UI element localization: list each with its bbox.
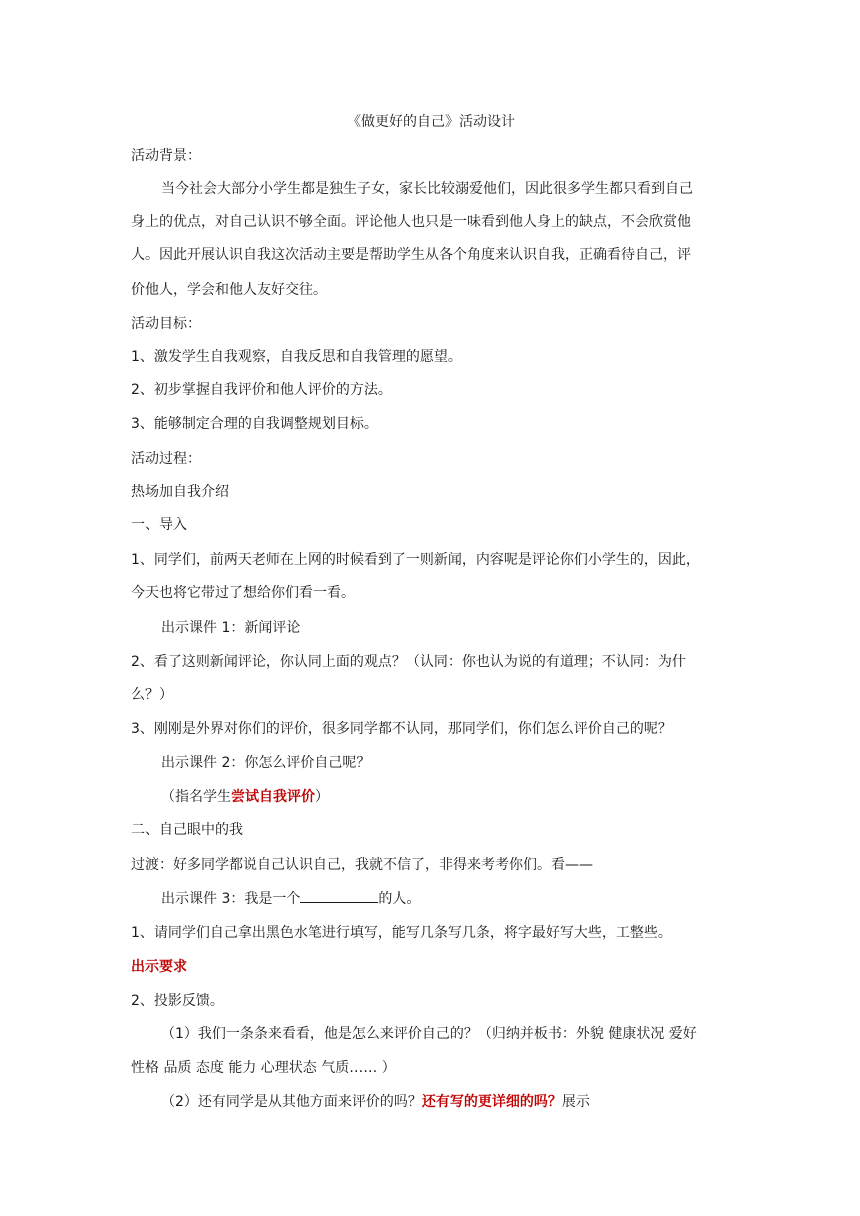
sub-2-suffix: 展示 bbox=[561, 1094, 590, 1110]
section-1-item-1-line-2: 今天也将它带过了想给你们看一看。 bbox=[131, 585, 355, 601]
warmup-line: 热场加自我介绍 bbox=[131, 484, 229, 500]
background-paragraph-line-2: 身上的优点，对自己认识不够全面。评论他人也只是一味看到他人身上的缺点，不会欣赏他 bbox=[131, 214, 691, 230]
sub-2-prefix: （2）还有同学是从其他方面来评价的吗？ bbox=[161, 1094, 422, 1110]
note-suffix: ） bbox=[315, 789, 329, 805]
note-line-1 bbox=[161, 787, 329, 807]
goal-item-2: 2、初步掌握自我评价和他人评价的方法。 bbox=[131, 382, 392, 398]
section-2-sub-1-line-1: （1）我们一条条来看看，他是怎么来评价自己的？（归纳并板书：外貌 健康状况 爱好 bbox=[161, 1026, 697, 1042]
background-heading: 活动背景： bbox=[131, 148, 201, 164]
note-prefix: （指名学生 bbox=[161, 789, 231, 805]
courseware-1-line: 出示课件 1：新闻评论 bbox=[161, 620, 301, 636]
show-requirements-label: 出示要求 bbox=[131, 959, 187, 975]
section-1-item-2-line-1: 2、看了这则新闻评论，你认同上面的观点？（认同：你也认为说的有道理；不认同：为什 bbox=[131, 654, 686, 670]
section-1-item-3: 3、刚刚是外界对你们的评价，很多同学都不认同，那同学们，你们怎么评价自己的呢？ bbox=[131, 721, 672, 737]
section-2-heading: 二、自己眼中的我 bbox=[131, 822, 243, 838]
goal-item-3: 3、能够制定合理的自我调整规划目标。 bbox=[131, 416, 378, 432]
document-page bbox=[131, 0, 731, 1216]
courseware-3-suffix: 的人。 bbox=[378, 891, 421, 907]
courseware-3-prefix: 出示课件 3：我是一个 bbox=[161, 891, 301, 907]
background-paragraph-line-3: 人。因此开展认识自我这次活动主要是帮助学生从各个角度来认识自我，正确看待自己，评 bbox=[131, 247, 691, 263]
sub-2-highlight: 还有写的更详细的吗？ bbox=[421, 1094, 562, 1110]
note-highlight: 尝试自我评价 bbox=[231, 789, 315, 805]
document-title: 《做更好的自己》活动设计 bbox=[347, 114, 515, 130]
section-2-item-1: 1、请同学们自己拿出黑色水笔进行填写，能写几条写几条，将字最好写大些，工整些。 bbox=[131, 925, 672, 941]
background-paragraph-line-1: 当今社会大部分小学生都是独生子女，家长比较溺爱他们，因此很多学生都只看到自己 bbox=[161, 181, 693, 197]
section-2-sub-1-line-2: 性格 品质 态度 能力 心理状态 气质…… ） bbox=[131, 1060, 396, 1076]
section-1-item-1-line-1: 1、同学们，前两天老师在上网的时候看到了一则新闻，内容呢是评论你们小学生的，因此， bbox=[131, 552, 700, 568]
background-paragraph-line-4: 价他人，学会和他人友好交往。 bbox=[131, 282, 327, 298]
transition-line: 过渡：好多同学都说自己认识自己，我就不信了，非得来考考你们。看—— bbox=[131, 857, 593, 873]
section-1-item-2-line-2: 么？） bbox=[131, 687, 173, 703]
section-2-item-2: 2、投影反馈。 bbox=[131, 993, 224, 1009]
goals-heading: 活动目标： bbox=[131, 316, 201, 332]
courseware-3-line bbox=[161, 888, 420, 909]
section-1-heading: 一、导入 bbox=[131, 517, 187, 533]
process-heading: 活动过程： bbox=[131, 451, 201, 467]
fill-in-blank bbox=[300, 888, 378, 903]
courseware-2-line: 出示课件 2：你怎么评价自己呢？ bbox=[161, 755, 371, 771]
goal-item-1: 1、激发学生自我观察，自我反思和自我管理的愿望。 bbox=[131, 349, 462, 365]
section-2-sub-2-line bbox=[161, 1092, 590, 1112]
